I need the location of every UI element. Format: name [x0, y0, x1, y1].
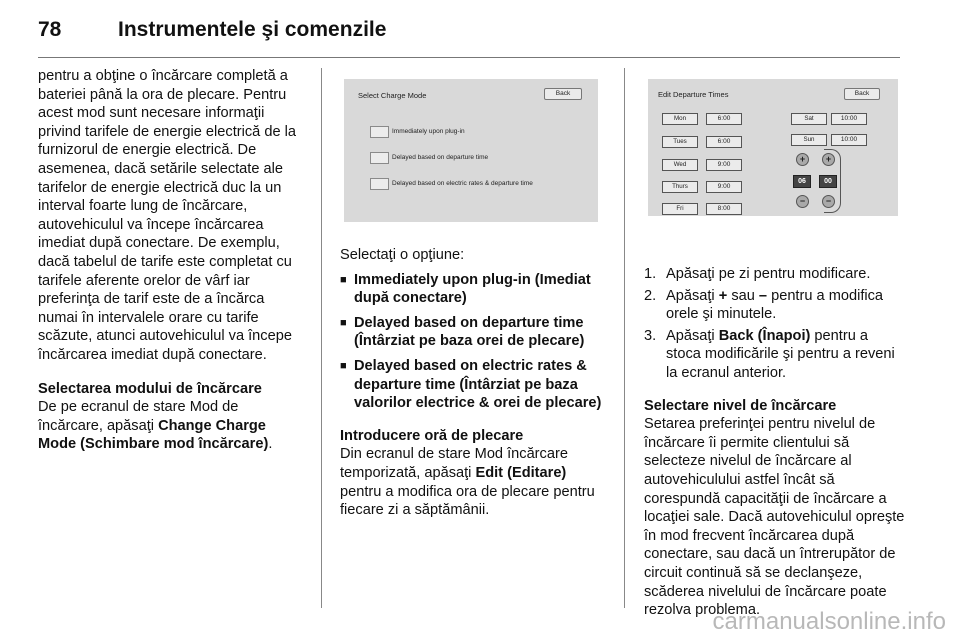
change-charge-mode-label: Change Charge Mode (Schimbare mod încărcare)	[38, 417, 269, 453]
day-button-tues[interactable]: Tues	[662, 136, 698, 148]
column-divider-1	[321, 68, 322, 608]
day-button-sun[interactable]: Sun	[791, 134, 827, 146]
screen-title: Edit Departure Times	[658, 90, 729, 99]
minute-minus-button[interactable]: −	[822, 195, 835, 208]
intro-paragraph: pentru a obţine o încărcare completă a bateriei până la ora de plecare. Pentru acest mod sunt necesare informaţii privind tarifele de energie electrică de la furnizorul de energie electrică. De asemenea, dacă setările selectate ale tarifelor de energie electrică duc la un interval foarte lung de încărcare, autovehiculul va începe încărcarea imediat după conectare. De exemplu, dacă tabelul de tarife este completat cu tarifele aferente orelor de vârf iar preferinţa de tarif este de a încărca numai în intervalele orare cu tarife scăzute, atunci autovehiculul va începe încărcarea imediat după conectare.	[38, 68, 296, 363]
minute-plus-button[interactable]: +	[822, 153, 835, 166]
list-item: ■ Immediately upon plug-in (Imediat după conectare)	[340, 271, 591, 307]
option-checkbox[interactable]	[370, 178, 389, 190]
hour-value: 06	[793, 175, 811, 188]
back-button[interactable]: Back	[544, 88, 582, 100]
day-button-fri[interactable]: Fri	[662, 203, 698, 215]
list-item: ■ Delayed based on electric rates & departure time (Întârziat pe baza valorilor electrice & orei de plecare)	[340, 357, 602, 412]
time-value: 6:00	[706, 136, 742, 148]
option-label: Immediately upon plug-in	[392, 128, 465, 135]
day-button-thurs[interactable]: Thurs	[662, 181, 698, 193]
charge-mode-paragraph: De pe ecranul de stare Mod de încărcare, apăsaţi Change Charge Mode (Schimbare mod încărcare).	[38, 399, 273, 453]
column-1	[38, 67, 306, 454]
day-button-mon[interactable]: Mon	[662, 113, 698, 125]
edit-departure-times-screen	[648, 79, 898, 216]
column-divider-2	[624, 68, 625, 608]
back-button[interactable]: Back	[844, 88, 880, 100]
section-title: Instrumentele şi comenzile	[118, 18, 387, 41]
screen-title: Select Charge Mode	[358, 91, 427, 100]
charge-mode-heading: Selectarea modului de încărcare	[38, 380, 262, 397]
time-value: 8:00	[706, 203, 742, 215]
time-value: 10:00	[831, 134, 867, 146]
hour-minus-button[interactable]: −	[796, 195, 809, 208]
column-3	[644, 265, 906, 620]
list-item: 1. Apăsaţi pe zi pentru modificare.	[644, 266, 871, 282]
list-item: 2. Apăsaţi + sau – pentru a modifica orele şi minutele.	[644, 287, 884, 323]
day-button-wed[interactable]: Wed	[662, 159, 698, 171]
departure-time-paragraph: Din ecranul de stare Mod încărcare temporizată, apăsaţi Edit (Editare) pentru a modifica ora de plecare pentru fiecare zi a săptămânii.	[340, 446, 595, 519]
list-item: ■ Delayed based on departure time (Întârziat pe baza orei de plecare)	[340, 314, 585, 350]
time-value: 9:00	[706, 159, 742, 171]
time-value: 6:00	[706, 113, 742, 125]
option-label: Delayed based on departure time	[392, 154, 489, 161]
time-value: 10:00	[831, 113, 867, 125]
option-checkbox[interactable]	[370, 126, 389, 138]
charge-level-paragraph: Setarea preferinţei pentru nivelul de încărcare îi permite clientului să selecteze nivelul de încărcare al autovehiculului astfel încât să corespundă capacităţii de încărcare a locaţiei sale. Dacă autovehiculul opreşte în mod frecvent încărcarea după conectare, sau dacă un întrerupător de circuit continuă să se declanşeze, scăderea nivelului de încărcare poate rezolva problema.	[644, 416, 905, 619]
minute-value: 00	[819, 175, 837, 188]
time-value: 9:00	[706, 181, 742, 193]
column-2	[340, 246, 608, 520]
select-option-intro: Selectaţi o opţiune:	[340, 247, 465, 263]
day-button-sat[interactable]: Sat	[791, 113, 827, 125]
option-checkbox[interactable]	[370, 152, 389, 164]
page-number: 78	[38, 18, 62, 41]
watermark: carmanualsonline.info	[712, 608, 946, 635]
header-rule	[38, 57, 900, 58]
departure-time-heading: Introducere oră de plecare	[340, 427, 524, 444]
list-item: 3. Apăsaţi Back (Înapoi) pentru a stoca modificările şi pentru a reveni la ecranul anterior.	[644, 327, 895, 381]
hour-plus-button[interactable]: +	[796, 153, 809, 166]
page-header	[38, 16, 900, 56]
option-label: Delayed based on electric rates & departure time	[392, 180, 533, 187]
select-charge-mode-screen	[344, 79, 598, 222]
charge-level-heading: Selectare nivel de încărcare	[644, 397, 837, 414]
